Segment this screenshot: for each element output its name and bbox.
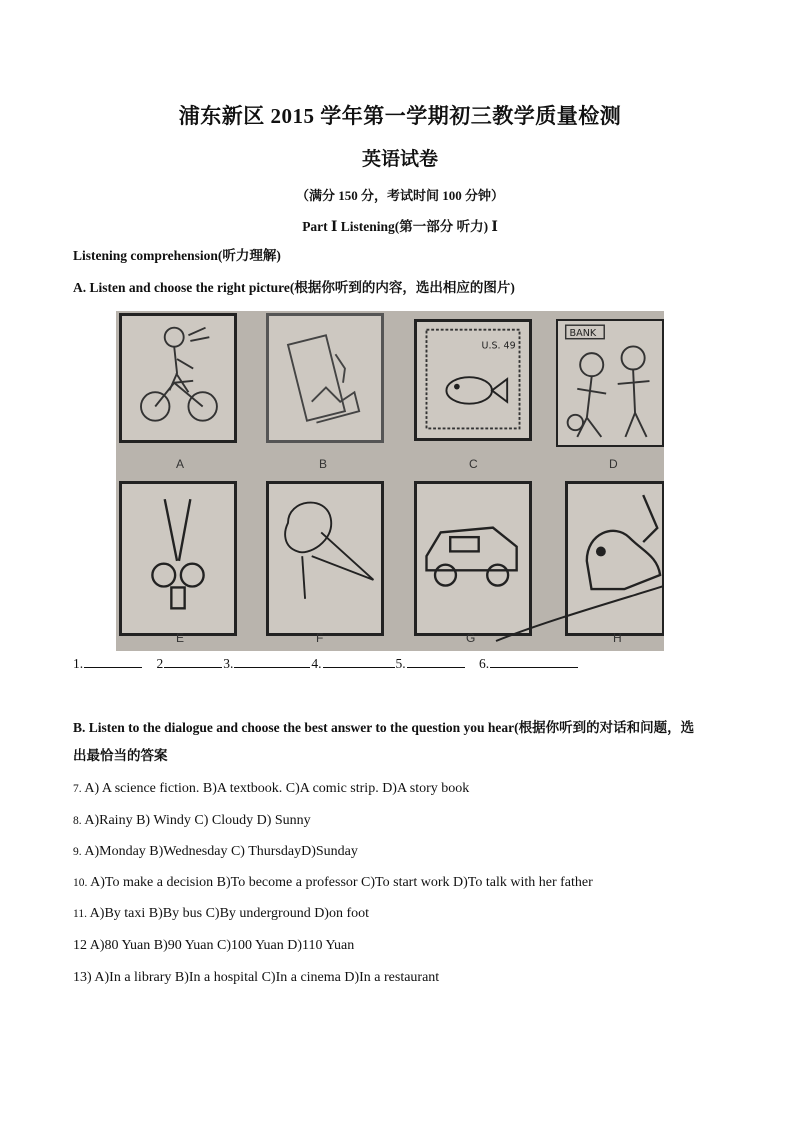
bank-sign-text: BANK [569, 327, 597, 339]
blank-number-2: 2 [156, 656, 164, 671]
picture-label: C [469, 457, 478, 471]
answer-blank-5[interactable] [407, 655, 465, 668]
picture-label: E [176, 631, 185, 645]
part-heading: Part Ⅰ Listening(第一部分 听力) Ⅰ [302, 219, 498, 234]
listening-heading: Listening comprehension(听力理解) [73, 248, 281, 263]
section-b-heading: B. Listen to the dialogue and choose the best answer to the question you hear(根据你听到的对话和问题，选 [73, 720, 695, 735]
stamp-text: U.S. 49 [481, 340, 516, 352]
question-13: 13) A)In a library B)In a hospital C)In a cinema D)In a restaurant [73, 970, 440, 985]
blank-number-5: 5. [395, 656, 406, 671]
picture-label: G [466, 631, 476, 645]
exam-subtitle: 英语试卷 [361, 149, 438, 170]
picture-label: F [316, 631, 324, 645]
picture-label: B [319, 457, 328, 471]
answer-blank-1[interactable] [84, 655, 142, 668]
blank-number-1: 1. [73, 656, 84, 671]
answer-blanks [73, 655, 579, 672]
question-10: 10. A)To make a decision B)To become a professor C)To start work D)To talk with her father [73, 875, 593, 890]
blank-number-3: 3. [223, 656, 234, 671]
question-11: 11. A)By taxi B)By bus C)By underground D)on foot [73, 906, 370, 921]
picture-label: H [613, 631, 622, 645]
question-9: 9. A)Monday B)Wednesday C) ThursdayD)Sunday [73, 844, 358, 859]
answer-blank-4[interactable] [323, 655, 395, 668]
picture-label: D [609, 457, 618, 471]
question-12: 12 A)80 Yuan B)90 Yuan C)100 Yuan D)110 Yuan [73, 938, 355, 953]
blank-number-4: 4. [311, 656, 322, 671]
section-b-heading-cont: 出最恰当的答案 [73, 748, 168, 763]
answer-blank-2[interactable] [164, 655, 222, 668]
exam-title: 浦东新区 2015 学年第一学期初三教学质量检测 [178, 104, 622, 128]
pen-mark [116, 311, 664, 651]
picture-grid-photo [116, 311, 664, 651]
question-8: 8. A)Rainy B) Windy C) Cloudy D) Sunny [73, 813, 311, 828]
answer-blank-3[interactable] [234, 655, 310, 668]
full-mark-note: （满分 150 分，考试时间 100 分钟） [295, 188, 504, 203]
answer-blank-6[interactable] [490, 655, 578, 668]
blank-number-6: 6. [479, 656, 490, 671]
question-7: 7. A) A science fiction. B)A textbook. C)A comic strip. D)A story book [73, 781, 470, 796]
picture-label: A [176, 457, 185, 471]
section-a-heading: A. Listen and choose the right picture(根据你听到的内容，选出相应的图片) [73, 280, 515, 295]
